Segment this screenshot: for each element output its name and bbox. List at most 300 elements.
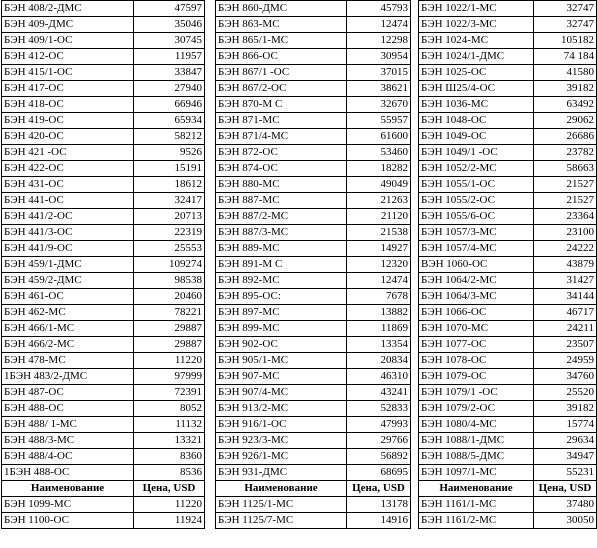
table-row	[419, 433, 597, 449]
price-cell: 45793	[347, 1, 411, 17]
product-name-cell: БЭН 409/1-ОС	[2, 33, 134, 49]
product-name-cell: БЭН 1048-ОС	[419, 113, 534, 129]
table-row	[216, 289, 411, 305]
product-name-cell: БЭН 421 -ОС	[2, 145, 134, 161]
product-name-cell: БЭН 1125/1-МС	[216, 497, 347, 513]
price-cell: 33847	[134, 65, 205, 81]
price-cell: 23507	[534, 337, 597, 353]
header-price: Цена, USD	[534, 481, 597, 497]
price-cell: 13882	[347, 305, 411, 321]
table-row	[216, 465, 411, 481]
product-name-cell: БЭН 1161/2-МС	[419, 513, 534, 529]
table-row	[216, 17, 411, 33]
product-name-cell: БЭН 1125/7-МС	[216, 513, 347, 529]
price-cell: 66946	[134, 97, 205, 113]
table-row	[419, 449, 597, 465]
product-name-cell: БЭН 1079-ОС	[419, 369, 534, 385]
product-name-cell: БЭН 892-МС	[216, 273, 347, 289]
product-name-cell: БЭН 867/1 -ОС	[216, 65, 347, 81]
product-name-cell: БЭН 408/2-ДМС	[2, 1, 134, 17]
product-name-cell: БЭН 887-МС	[216, 193, 347, 209]
price-cell: 35046	[134, 17, 205, 33]
product-name-cell: БЭН 1088/5-ДМС	[419, 449, 534, 465]
price-cell: 55231	[534, 465, 597, 481]
price-cell: 74 184	[534, 49, 597, 65]
table-row	[2, 433, 205, 449]
table-row	[419, 321, 597, 337]
product-name-cell: БЭН 431-ОС	[2, 177, 134, 193]
price-cell: 37015	[347, 65, 411, 81]
product-name-cell: БЭН 1052/2-МС	[419, 161, 534, 177]
price-cell: 8536	[134, 465, 205, 481]
price-cell: 12320	[347, 257, 411, 273]
table-row	[2, 33, 205, 49]
price-cell: 22319	[134, 225, 205, 241]
price-cell: 11924	[134, 513, 205, 529]
table-row	[419, 145, 597, 161]
product-name-cell: БЭН 461-ОС	[2, 289, 134, 305]
price-cell: 26686	[534, 129, 597, 145]
price-cell: 29634	[534, 433, 597, 449]
price-cell: 21527	[534, 193, 597, 209]
product-name-cell: БЭН 459/2-ДМС	[2, 273, 134, 289]
product-name-cell: БЭН 902-ОС	[216, 337, 347, 353]
table-row	[216, 161, 411, 177]
price-table-column-2	[215, 0, 411, 529]
product-name-cell: БЭН 1080/4-МС	[419, 417, 534, 433]
price-cell: 30050	[534, 513, 597, 529]
table-row	[216, 417, 411, 433]
product-name-cell: БЭН 420-ОС	[2, 129, 134, 145]
price-cell: 109274	[134, 257, 205, 273]
table-row	[2, 465, 205, 481]
table-row	[2, 225, 205, 241]
product-name-cell: БЭН 441/2-ОС	[2, 209, 134, 225]
price-cell: 13354	[347, 337, 411, 353]
price-cell: 20834	[347, 353, 411, 369]
price-cell: 12474	[347, 273, 411, 289]
product-name-cell: БЭН 867/2-ОС	[216, 81, 347, 97]
price-cell: 21538	[347, 225, 411, 241]
table-header-row	[2, 481, 205, 497]
price-cell: 58663	[534, 161, 597, 177]
price-cell: 23782	[534, 145, 597, 161]
table-row	[419, 353, 597, 369]
price-cell: 23364	[534, 209, 597, 225]
price-cell: 14927	[347, 241, 411, 257]
price-cell: 30954	[347, 49, 411, 65]
price-cell: 47993	[347, 417, 411, 433]
price-cell: 49049	[347, 177, 411, 193]
price-cell: 98538	[134, 273, 205, 289]
price-cell: 11957	[134, 49, 205, 65]
product-name-cell: БЭН 887/3-МС	[216, 225, 347, 241]
header-name: Наименование	[216, 481, 347, 497]
table-row	[2, 241, 205, 257]
price-cell: 53460	[347, 145, 411, 161]
table-row	[419, 401, 597, 417]
header-price: Цена, USD	[347, 481, 411, 497]
product-name-cell: БЭН Ш25/4-ОС	[419, 81, 534, 97]
price-cell: 32417	[134, 193, 205, 209]
price-cell: 13178	[347, 497, 411, 513]
table-row	[419, 65, 597, 81]
price-cell: 11220	[134, 497, 205, 513]
product-name-cell: БЭН 889-МС	[216, 241, 347, 257]
table-row	[2, 305, 205, 321]
table-row	[419, 513, 597, 529]
price-cell: 52833	[347, 401, 411, 417]
table-row	[2, 1, 205, 17]
product-name-cell: БЭН 466/1-МС	[2, 321, 134, 337]
product-name-cell: БЭН 1064/3-МС	[419, 289, 534, 305]
table-header-row	[419, 481, 597, 497]
product-name-cell: БЭН 874-ОС	[216, 161, 347, 177]
table-row	[216, 385, 411, 401]
product-name-cell: БЭН 905/1-МС	[216, 353, 347, 369]
price-cell: 31427	[534, 273, 597, 289]
product-name-cell: БЭН 931-ДМС	[216, 465, 347, 481]
product-name-cell: БЭН 1025-ОС	[419, 65, 534, 81]
price-cell: 34144	[534, 289, 597, 305]
table-row	[2, 129, 205, 145]
price-cell: 105182	[534, 33, 597, 49]
price-cell: 56892	[347, 449, 411, 465]
table-row	[419, 257, 597, 273]
product-name-cell: ВЭН 1060-ОС	[419, 257, 534, 273]
table-row	[2, 401, 205, 417]
price-cell: 23100	[534, 225, 597, 241]
product-name-cell: БЭН 1055/2-ОС	[419, 193, 534, 209]
table-row	[2, 161, 205, 177]
product-name-cell: БЭН 1057/3-МС	[419, 225, 534, 241]
table-row	[2, 193, 205, 209]
table-row	[419, 129, 597, 145]
price-cell: 39182	[534, 81, 597, 97]
product-name-cell: БЭН 1070-МС	[419, 321, 534, 337]
product-name-cell: БЭН 1077-ОС	[419, 337, 534, 353]
product-name-cell: БЭН 1036-МС	[419, 97, 534, 113]
price-cell: 34947	[534, 449, 597, 465]
price-cell: 61600	[347, 129, 411, 145]
product-name-cell: БЭН 412-ОС	[2, 49, 134, 65]
product-name-cell: БЭН 459/1-ДМС	[2, 257, 134, 273]
table-row	[216, 209, 411, 225]
table-row	[216, 49, 411, 65]
table-row	[216, 81, 411, 97]
product-name-cell: БЭН 1161/1-МС	[419, 497, 534, 513]
price-cell: 8360	[134, 449, 205, 465]
table-row	[419, 81, 597, 97]
product-name-cell: БЭН 907/4-МС	[216, 385, 347, 401]
price-cell: 38621	[347, 81, 411, 97]
table-row	[419, 305, 597, 321]
table-row	[216, 129, 411, 145]
table-row	[216, 353, 411, 369]
table-row	[2, 369, 205, 385]
product-name-cell: БЭН 409-ДМС	[2, 17, 134, 33]
table-row	[2, 513, 205, 529]
product-name-cell: БЭН 488/ 1-МС	[2, 417, 134, 433]
product-name-cell: 1БЭН 488-ОС	[2, 465, 134, 481]
table-row	[216, 33, 411, 49]
product-name-cell: БЭН 441-ОС	[2, 193, 134, 209]
table-row	[2, 337, 205, 353]
table-row	[419, 369, 597, 385]
price-cell: 9526	[134, 145, 205, 161]
product-name-cell: БЭН 1055/6-ОС	[419, 209, 534, 225]
price-cell: 14916	[347, 513, 411, 529]
table-row	[419, 1, 597, 17]
price-cell: 29887	[134, 337, 205, 353]
price-cell: 41580	[534, 65, 597, 81]
table-row	[216, 113, 411, 129]
product-name-cell: БЭН 895-ОС:	[216, 289, 347, 305]
table-row	[419, 385, 597, 401]
table-row	[2, 353, 205, 369]
table-row	[419, 225, 597, 241]
price-cell: 21263	[347, 193, 411, 209]
price-cell: 21527	[534, 177, 597, 193]
header-name: Наименование	[419, 481, 534, 497]
product-name-cell: БЭН 1079/1 -ОС	[419, 385, 534, 401]
table-row	[216, 257, 411, 273]
price-cell: 68695	[347, 465, 411, 481]
table-row	[419, 209, 597, 225]
product-name-cell: БЭН 488-ОС	[2, 401, 134, 417]
table-row	[216, 369, 411, 385]
table-row	[216, 1, 411, 17]
product-name-cell: БЭН 487-ОС	[2, 385, 134, 401]
price-cell: 20713	[134, 209, 205, 225]
price-cell: 32670	[347, 97, 411, 113]
price-cell: 78221	[134, 305, 205, 321]
table-row	[2, 177, 205, 193]
table-row	[2, 97, 205, 113]
product-name-cell: БЭН 913/2-МС	[216, 401, 347, 417]
price-cell: 32747	[534, 17, 597, 33]
table-row	[419, 193, 597, 209]
product-name-cell: БЭН 863-МС	[216, 17, 347, 33]
product-name-cell: БЭН 866-ОС	[216, 49, 347, 65]
product-name-cell: БЭН 1066-ОС	[419, 305, 534, 321]
product-name-cell: БЭН 1079/2-ОС	[419, 401, 534, 417]
product-name-cell: БЭН 891-М С	[216, 257, 347, 273]
header-price: Цена, USD	[134, 481, 205, 497]
product-name-cell: БЭН 916/1-ОС	[216, 417, 347, 433]
table-row	[2, 273, 205, 289]
table-row	[216, 513, 411, 529]
product-name-cell: БЭН 466/2-МС	[2, 337, 134, 353]
price-cell: 55957	[347, 113, 411, 129]
product-name-cell: БЭН 1097/1-МС	[419, 465, 534, 481]
price-cell: 34760	[534, 369, 597, 385]
price-cell: 18612	[134, 177, 205, 193]
product-name-cell: 1БЭН 483/2-ДМС	[2, 369, 134, 385]
price-table-column-3	[418, 0, 597, 529]
product-name-cell: БЭН 887/2-МС	[216, 209, 347, 225]
price-cell: 43879	[534, 257, 597, 273]
product-name-cell: БЭН 418-ОС	[2, 97, 134, 113]
product-name-cell: БЭН 1064/2-МС	[419, 273, 534, 289]
price-cell: 29887	[134, 321, 205, 337]
table-row	[216, 401, 411, 417]
price-cell: 37480	[534, 497, 597, 513]
product-name-cell: БЭН 1055/1-ОС	[419, 177, 534, 193]
product-name-cell: БЭН 462-МС	[2, 305, 134, 321]
price-cell: 43241	[347, 385, 411, 401]
product-name-cell: БЭН 871/4-МС	[216, 129, 347, 145]
product-name-cell: БЭН 1022/1-МС	[419, 1, 534, 17]
table-row	[419, 465, 597, 481]
table-row	[419, 113, 597, 129]
price-cell: 13321	[134, 433, 205, 449]
price-cell: 11869	[347, 321, 411, 337]
product-name-cell: БЭН 907-МС	[216, 369, 347, 385]
table-row	[216, 225, 411, 241]
price-cell: 97999	[134, 369, 205, 385]
price-cell: 8052	[134, 401, 205, 417]
product-name-cell: БЭН 1088/1-ДМС	[419, 433, 534, 449]
table-row	[2, 449, 205, 465]
table-row	[419, 17, 597, 33]
table-row	[419, 97, 597, 113]
product-name-cell: БЭН 417-ОС	[2, 81, 134, 97]
table-row	[2, 145, 205, 161]
price-cell: 29062	[534, 113, 597, 129]
table-row	[216, 177, 411, 193]
product-name-cell: БЭН 488/3-МС	[2, 433, 134, 449]
table-row	[216, 497, 411, 513]
product-name-cell: БЭН 926/1-МС	[216, 449, 347, 465]
product-name-cell: БЭН 1078-ОС	[419, 353, 534, 369]
price-cell: 46717	[534, 305, 597, 321]
product-name-cell: БЭН 441/9-ОС	[2, 241, 134, 257]
price-cell: 27940	[134, 81, 205, 97]
table-row	[216, 193, 411, 209]
price-cell: 11220	[134, 353, 205, 369]
price-cell: 24959	[534, 353, 597, 369]
product-name-cell: БЭН 880-МС	[216, 177, 347, 193]
price-cell: 30745	[134, 33, 205, 49]
product-name-cell: БЭН 870-М С	[216, 97, 347, 113]
product-name-cell: БЭН 441/3-ОС	[2, 225, 134, 241]
table-row	[419, 177, 597, 193]
table-row	[216, 97, 411, 113]
product-name-cell: БЭН 1100-ОС	[2, 513, 134, 529]
table-row	[2, 417, 205, 433]
price-cell: 58212	[134, 129, 205, 145]
price-cell: 47597	[134, 1, 205, 17]
table-row	[2, 65, 205, 81]
table-row	[216, 449, 411, 465]
product-name-cell: БЭН 415/1-ОС	[2, 65, 134, 81]
price-cell: 21120	[347, 209, 411, 225]
table-row	[2, 49, 205, 65]
table-row	[419, 273, 597, 289]
table-row	[216, 65, 411, 81]
price-cell: 32747	[534, 1, 597, 17]
price-cell: 11132	[134, 417, 205, 433]
table-row	[216, 321, 411, 337]
product-name-cell: БЭН 419-ОС	[2, 113, 134, 129]
table-row	[419, 417, 597, 433]
product-name-cell: БЭН 1049/1 -ОС	[419, 145, 534, 161]
price-cell: 24222	[534, 241, 597, 257]
product-name-cell: БЭН 1099-МС	[2, 497, 134, 513]
table-row	[2, 321, 205, 337]
product-name-cell: БЭН 860-ДМС	[216, 1, 347, 17]
price-cell: 12474	[347, 17, 411, 33]
price-cell: 63492	[534, 97, 597, 113]
table-row	[2, 497, 205, 513]
product-name-cell: БЭН 1024-МС	[419, 33, 534, 49]
table-row	[2, 209, 205, 225]
price-cell: 18282	[347, 161, 411, 177]
header-name: Наименование	[2, 481, 134, 497]
product-name-cell: БЭН 488/4-ОС	[2, 449, 134, 465]
price-cell: 15774	[534, 417, 597, 433]
table-row	[216, 305, 411, 321]
price-cell: 39182	[534, 401, 597, 417]
price-cell: 46310	[347, 369, 411, 385]
product-name-cell: БЭН 897-МС	[216, 305, 347, 321]
product-name-cell: БЭН 872-ОС	[216, 145, 347, 161]
price-cell: 12298	[347, 33, 411, 49]
table-row	[419, 241, 597, 257]
table-header-row	[216, 481, 411, 497]
price-cell: 15191	[134, 161, 205, 177]
product-name-cell: БЭН 1049-ОС	[419, 129, 534, 145]
product-name-cell: БЭН 1057/4-МС	[419, 241, 534, 257]
product-name-cell: БЭН 871-МС	[216, 113, 347, 129]
table-row	[2, 113, 205, 129]
table-row	[419, 33, 597, 49]
table-row	[419, 289, 597, 305]
product-name-cell: БЭН 1022/3-МС	[419, 17, 534, 33]
table-row	[2, 17, 205, 33]
table-row	[419, 497, 597, 513]
table-row	[2, 385, 205, 401]
table-row	[419, 161, 597, 177]
table-row	[216, 145, 411, 161]
product-name-cell: БЭН 478-МС	[2, 353, 134, 369]
table-row	[419, 49, 597, 65]
table-row	[216, 433, 411, 449]
product-name-cell: БЭН 923/3-МС	[216, 433, 347, 449]
price-cell: 25520	[534, 385, 597, 401]
price-cell: 25553	[134, 241, 205, 257]
product-name-cell: БЭН 865/1-МС	[216, 33, 347, 49]
price-cell: 20460	[134, 289, 205, 305]
price-cell: 29766	[347, 433, 411, 449]
price-cell: 24211	[534, 321, 597, 337]
table-row	[2, 81, 205, 97]
table-row	[419, 337, 597, 353]
price-cell: 72391	[134, 385, 205, 401]
price-table-column-1	[1, 0, 205, 529]
table-row	[216, 337, 411, 353]
table-row	[2, 257, 205, 273]
product-name-cell: БЭН 1024/1-ДМС	[419, 49, 534, 65]
table-row	[216, 273, 411, 289]
price-cell: 65934	[134, 113, 205, 129]
table-row	[216, 241, 411, 257]
price-cell: 7678	[347, 289, 411, 305]
product-name-cell: БЭН 899-МС	[216, 321, 347, 337]
table-row	[2, 289, 205, 305]
product-name-cell: БЭН 422-ОС	[2, 161, 134, 177]
